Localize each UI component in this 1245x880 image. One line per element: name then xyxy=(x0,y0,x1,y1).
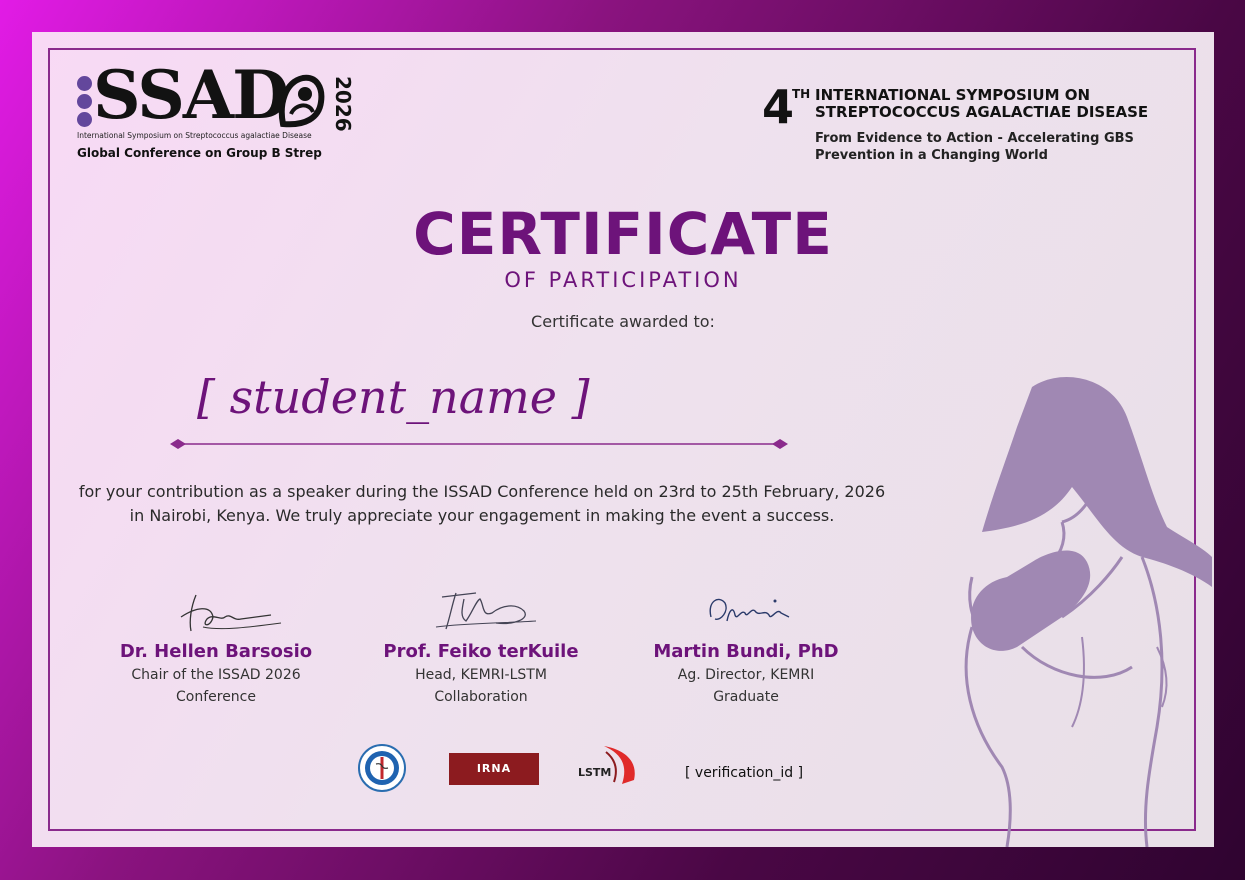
certificate-card xyxy=(32,32,1214,847)
name-underline xyxy=(170,436,788,452)
kemri-seal-icon xyxy=(358,744,406,792)
symposium-ordinal: TH xyxy=(792,87,811,101)
signatory-3 xyxy=(646,587,846,708)
lstm-logo xyxy=(578,744,643,792)
logo-subtitle: International Symposium on Streptococcus agalactiae Disease xyxy=(77,131,312,140)
signature-1-icon xyxy=(141,587,291,635)
signatory-1 xyxy=(116,587,316,708)
signatory-2 xyxy=(381,587,581,708)
symposium-title: INTERNATIONAL SYMPOSIUM ON STREPTOCOCCUS AGALACTIAE DISEASE xyxy=(815,86,1149,121)
irna-logo: IRNA xyxy=(449,753,539,785)
signatory-3-name: Martin Bundi, PhD xyxy=(653,641,839,662)
certificate-body: for your contribution as a speaker during the ISSAD Conference held on 23rd to 25th February, 2026 in Nairobi, Kenya. We truly appreciate your engagement in making the event a success. xyxy=(78,482,886,525)
certificate-title: CERTIFICATE xyxy=(413,200,833,268)
issad-logo xyxy=(77,56,377,164)
signatory-3-role: Ag. Director, KEMRI Graduate xyxy=(677,667,815,705)
logo-tagline: Global Conference on Group B Strep xyxy=(77,146,322,160)
signatory-1-role: Chair of the ISSAD 2026 Conference xyxy=(131,667,301,705)
logo-year: 2026 xyxy=(331,76,355,132)
logo-wordmark: SSAD xyxy=(93,56,288,134)
signatory-2-role: Head, KEMRI-LSTM Collaboration xyxy=(415,667,547,705)
signatory-2-name: Prof. Feiko terKuile xyxy=(383,641,579,662)
signature-3-icon xyxy=(671,587,821,635)
recipient-name: [ student_name ] xyxy=(197,370,590,424)
signatory-1-name: Dr. Hellen Barsosio xyxy=(119,641,313,662)
awarded-label: Certificate awarded to: xyxy=(531,312,715,331)
certificate-subtitle: OF PARTICIPATION xyxy=(504,268,742,292)
mother-baby-icon xyxy=(275,74,325,128)
symposium-subtitle: From Evidence to Action - Accelerating GBS Prevention in a Changing World xyxy=(815,131,1134,163)
verification-id: [ verification_id ] xyxy=(685,765,804,781)
mother-child-illustration xyxy=(912,347,1212,847)
signature-2-icon xyxy=(406,587,556,635)
lstm-label: LSTM xyxy=(578,766,612,779)
symposium-number: 4 xyxy=(762,80,795,134)
